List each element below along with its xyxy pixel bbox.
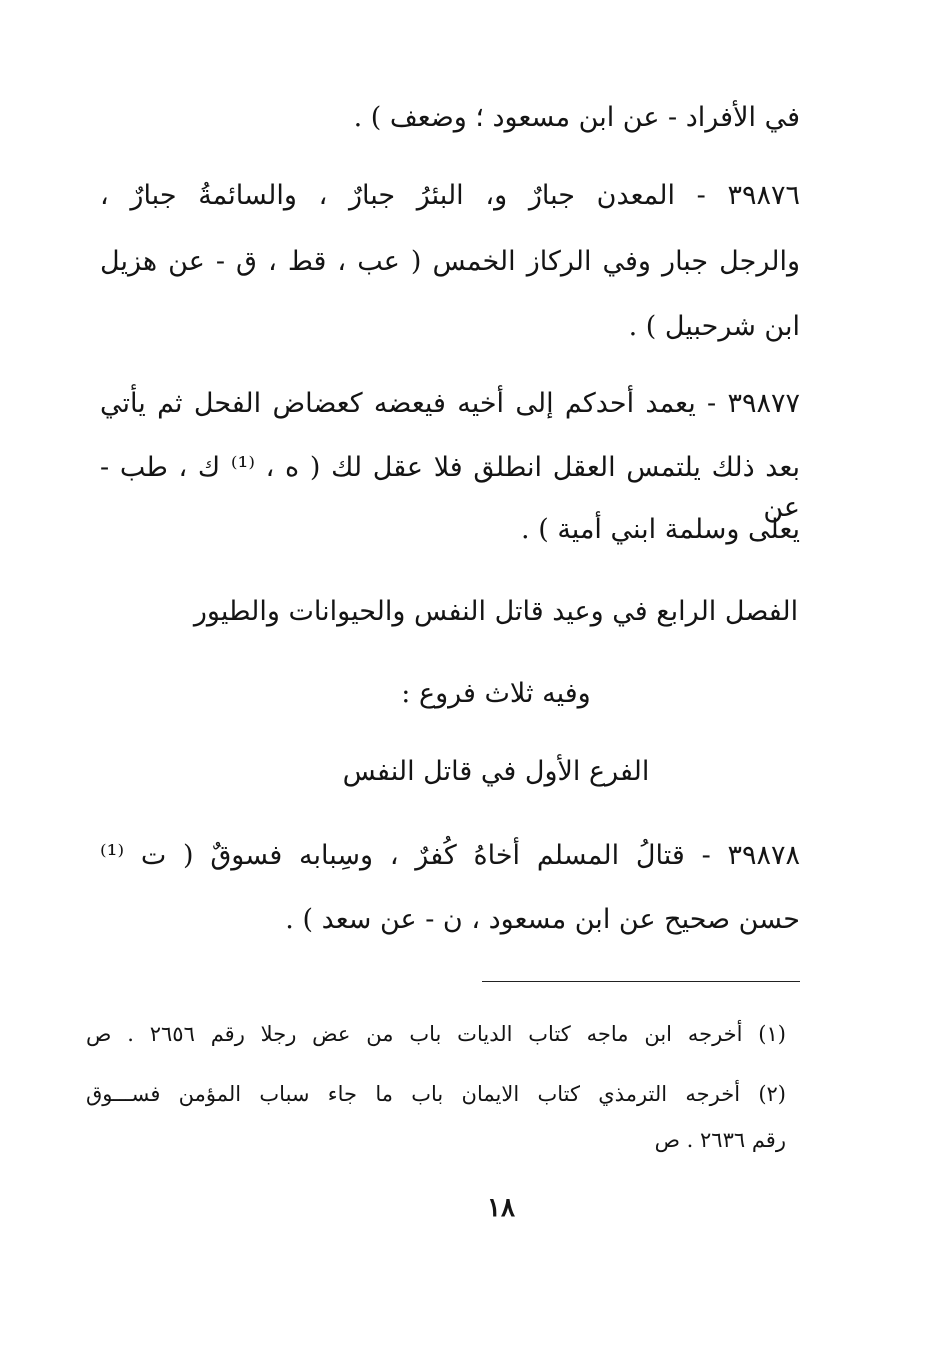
footnote-2-line-1: (٢) أخرجه الترمذي كتاب الايمان باب ما جاء سباب المؤمن فســـوق (86, 1082, 786, 1106)
hadith-39876-line-1: ٣٩٨٧٦ - المعدن جبارٌ و، البئرُ جبارٌ ، والسائمةُ جبارٌ ، (100, 180, 800, 211)
footnote-divider (482, 981, 800, 982)
hadith-39877-line-2: بعد ذلك يلتمس العقل انطلق فلا عقل لك ( ه ، ⁽¹⁾ ك ، طب - عن (100, 452, 800, 523)
hadith-39877-line-3: يعلى وسلمة ابني أمية ) . (521, 514, 800, 545)
subsection-heading: وفيه ثلاث فروع : (401, 678, 591, 709)
hadith-39876-line-2: والرجل جبار وفي الركاز الخمس ( عب ، قط ، ق - عن هزيل (100, 246, 800, 277)
hadith-39878-line-2: حسن صحيح عن ابن مسعود ، ن - عن سعد ) . (285, 904, 800, 935)
section-heading: الفصل الرابع في وعيد قاتل النفس والحيوانات والطيور (193, 596, 799, 627)
page-number: ١٨ (487, 1193, 515, 1223)
hadith-39877-line-1: ٣٩٨٧٧ - يعمد أحدكم إلى أخيه فيعضه كعضاض الفحل ثم يأتي (100, 388, 800, 419)
body-line-1: في الأفراد - عن ابن مسعود ؛ وضعف ) . (353, 102, 800, 133)
footnote-2-line-2: رقم ٢٦٣٦ . ص (654, 1128, 786, 1152)
hadith-39878-line-1: ٣٩٨٧٨ - قتالُ المسلم أخاهُ كُفرٌ ، وسِبابه فسوقٌ ( ت ⁽¹⁾ (100, 840, 800, 871)
branch-heading: الفرع الأول في قاتل النفس (342, 756, 650, 787)
footnote-1: (١) أخرجه ابن ماجه كتاب الديات باب من عض رجلا رقم ٢٦٥٦ . ص (86, 1022, 786, 1046)
hadith-39876-line-3: ابن شرحبيل ) . (628, 311, 800, 342)
